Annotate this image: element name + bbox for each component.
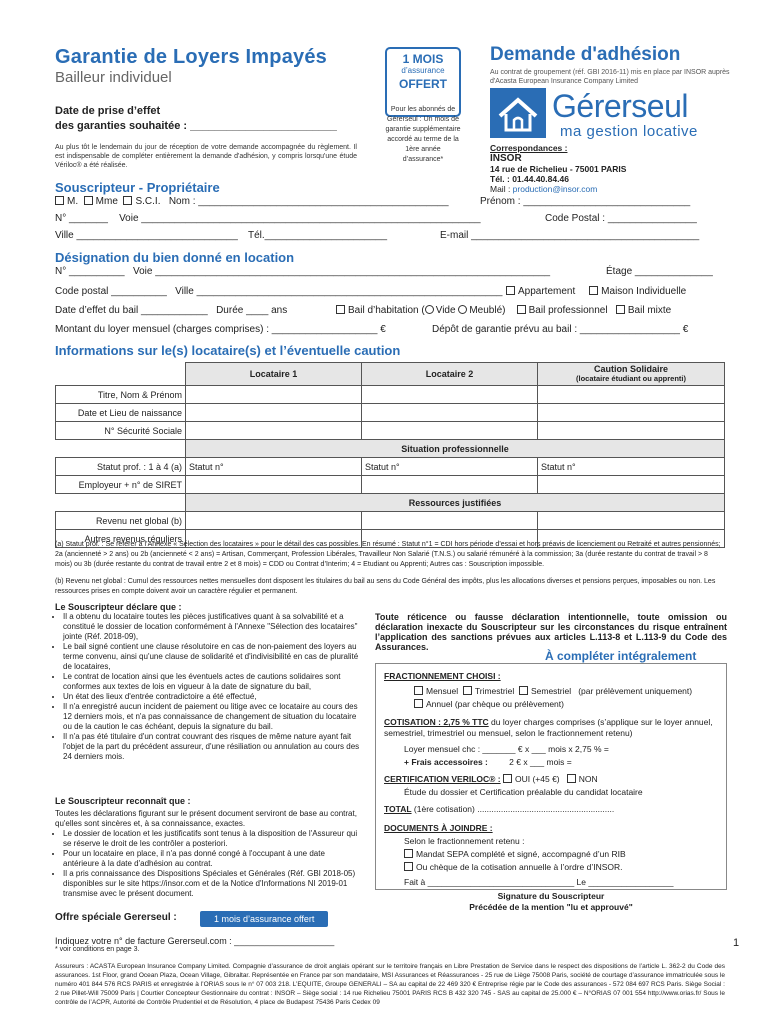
checkbox-trimestriel[interactable] bbox=[463, 686, 472, 695]
bien-row3 bbox=[55, 305, 287, 316]
reconnait-block: Le Souscripteur reconnaît que : Toutes les déclarations figurant sur le présent document serviront de base au contrat, qu'elles sont sincères et, à sa connaissance, exactes. • Le dossier de location et les justificatifs sont tenus à la disposition de l'Assureur qui se réserve le droit de les contrôler a posteriori. • Pour un locataire en place, il n'a pas donné congé à l'occupant à une date antérieure à la date d'adhésion au contrat. • Il a pris connaissance des Dispositions Spéciales et Générales (Réf. GBI 2018-05) disponibles sur le site https://insor.com et de la Notice d'Informations NI 2019-01 transmise avec le présent document. bbox=[55, 796, 360, 899]
completer-title: À compléter intégralement bbox=[545, 649, 697, 663]
souscripteur-row1: M. Mme S.C.I. Nom : _____________________________________________ bbox=[55, 196, 449, 207]
prenom-field[interactable]: Prénom : ______________________________ bbox=[480, 196, 691, 207]
souscripteur-row2 bbox=[55, 213, 481, 224]
depot-field[interactable]: Dépôt de garantie prévu au bail : __________________ € bbox=[432, 324, 689, 335]
table-row: Employeur + n° de SIRET bbox=[56, 476, 725, 494]
date-bail-field[interactable]: Date d’effet du bail ____________ bbox=[55, 305, 208, 316]
radio-meuble[interactable] bbox=[458, 305, 467, 314]
bien-ville-field[interactable]: Ville _______________________________________________________ bbox=[175, 286, 503, 297]
section-locataires: Informations sur le(s) locataire(s) et l’éventuelle caution bbox=[55, 343, 401, 358]
list-item: • Pour un locataire en place, il n'a pas donné congé à l'occupant à une date antérieure à la date d'adhésion au contrat. bbox=[63, 849, 360, 869]
checkbox-mensuel[interactable] bbox=[414, 686, 423, 695]
col-locataire1: Locataire 1 bbox=[186, 363, 362, 386]
header bbox=[55, 46, 327, 86]
table-row: Statut prof. : 1 à 4 (a) Statut n° Statut n° Statut n° bbox=[56, 458, 725, 476]
checkbox-bail-habitation[interactable] bbox=[336, 305, 345, 314]
duree-field[interactable]: Durée ____ ans bbox=[216, 305, 288, 316]
section-souscripteur: Souscripteur - Propriétaire bbox=[55, 180, 220, 195]
offer-badge: 1 MOIS d’assurance OFFERT bbox=[385, 47, 461, 117]
house-icon bbox=[490, 88, 546, 138]
mail-link[interactable]: production@insor.com bbox=[512, 184, 598, 194]
footnote-a: (a) Statut prof. : Se référer à l’Annexe « Sélection des locataires » pour le détail des cas possibles. En résumé : Statut n°1 = CDI hors période d’essai et hors préavis de licenciement ou Retraité et autres pensionnés; 2a (ancienneté > 2 ans) ou 2b (ancienneté < 2 ans) = Artisan, Commerçant, Profession Libérales, Travailleur Non Salarié (T.N.S.) ou salarié rémunéré à la commission; 3a (durée restante du contrat de travail > 8 mois) ou 3b (durée restante du contrat de travail entre 2 et 8 mois) = CDD ou Contrat d’Interim; 4 = Etudiant ou Apprenti; Autres cas : Souscription impossible. bbox=[55, 541, 721, 568]
badge-note: Pour les abonnés de Gérerseul : Un mois de garantie supplémentaire accordé au terme de la 1ère année d’assurance* bbox=[385, 106, 461, 163]
bien-row1 bbox=[55, 266, 550, 277]
bien-cp-field[interactable]: Code postal __________ bbox=[55, 286, 167, 297]
type-bail: Bail d’habitation ( Vide Meublé) Bail professionnel Bail mixte bbox=[336, 305, 671, 316]
checkbox-appartement[interactable] bbox=[506, 286, 515, 295]
list-item: • Il a pris connaissance des Dispositions Spéciales et Générales (Réf. GBI 2018-05) disponibles sur le site https://insor.com et de la Notice d'Informations NI 2019-01 transmise avec le présent document. bbox=[63, 869, 360, 899]
date-effet: Date de prise d’effet des garanties souhaitée : ________________________ bbox=[55, 105, 337, 132]
correspondance: Correspondances : INSOR 14 rue de Richelieu - 75001 PARIS Tél. : 01.44.40.84.46 Mail : production@insor.com bbox=[490, 143, 627, 194]
declare-list bbox=[55, 612, 360, 762]
page-title: Garantie de Loyers Impayés bbox=[55, 46, 327, 68]
bien-num-field[interactable]: N° __________ bbox=[55, 266, 125, 277]
gererseul-logo bbox=[490, 88, 546, 140]
fait-field[interactable]: Fait à _______________________________ Le __________________ bbox=[404, 877, 674, 887]
table-row: Autres revenus réguliers bbox=[56, 530, 725, 548]
voie-field[interactable]: Voie _____________________________________________________________ bbox=[119, 213, 481, 224]
logo-main: Gérerseul bbox=[552, 88, 688, 124]
type-logement: Appartement Maison Individuelle bbox=[506, 286, 686, 297]
footnote-b: (b) Revenu net global : Cumul des ressources nettes mensuelles dont disposent les titulaires du bail au sens du Code Général des impôts, plus les allocations diverses et pensions perçues, imposables ou non. Les ressources prises en compte doivent avoir un caractère régulier et permanent. bbox=[55, 578, 716, 595]
reconnait-list bbox=[55, 829, 360, 899]
list-item: • Il n'a enregistré aucun incident de paiement ou litige avec ce locataire au cours des 12 derniers mois, et n'a pas connaissance de changement de situation du locataire ou de la caution le cas échéant, depuis la signature du bail. bbox=[63, 702, 360, 732]
header-situation: Situation professionnelle bbox=[186, 440, 725, 458]
col-locataire2: Locataire 2 bbox=[362, 363, 538, 386]
list-item: • Le dossier de location et les justificatifs sont tenus à la disposition de l'Assureur qui se réserve le droit de les contrôler a posteriori. bbox=[63, 829, 360, 849]
checkbox-sepa[interactable] bbox=[404, 849, 413, 858]
facture-field[interactable]: Indiquez votre n° de facture Gererseul.com : ____________________ bbox=[55, 936, 335, 946]
completer-box: FRACTIONNEMENT CHOISI : Mensuel Trimestriel Semestriel (par prélèvement uniquement) Annuel (par chèque ou prélèvement) COTISATION : 2,75 % TTC du loyer charges comprises (s’applique sur le loyer annuel, semestriel, trimestriel ou mensuel, selon le fractionnement retenu) Loyer mensuel chc : _______ € x ___ mois x 2,75 % = + Frais accessoires : 2 € x ___ mois = CERTIFICATION VERILOC® : OUI (+45 €) NON Étude du dossier et Certification préalable du candidat locataire TOTAL (1ère cotisation) .......................................................... DOCUMENTS À JOINDRE : Selon le fractionnement retenu : Mandat SEPA complété et signé, accompagné d’un RIB Ou chèque de la cotisation annuelle à l’ordre d’INSOR. Fait à _______________________________ Le __________________ Signature du Souscripteur Précédée de la mention "lu et approuvé" bbox=[375, 663, 727, 890]
table-row: N° Sécurité Sociale bbox=[56, 422, 725, 440]
nom-field[interactable]: Nom : _____________________________________________ bbox=[168, 196, 449, 207]
declare-block: Le Souscripteur déclare que : • Il a obtenu du locataire toutes les pièces justificatives quant à sa solvabilité et a constitué le dossier de location conformément à l'Annexe "Sélection des locataires" jointe (Réf. 2018-09), • Le bail signé contient une clause résolutoire en cas de non-paiement des loyers au terme convenu, ainsi qu'une clause de solidarité et d'indivisibilité en cas de pluralité de locataires, • Le contrat de location ainsi que les éventuels actes de cautions solidaires sont conformes aux textes de lois en vigueur à la date de signature du bail, • Un état des lieux d'entrée contradictoire a été effectué, • Il n'a enregistré aucun incident de paiement ou litige avec ce locataire au cours des 12 derniers mois, et n'a pas connaissance de changement de situation du locataire ou de la caution le cas échéant, depuis la signature du bail. • Il n'a pas été titulaire d'un contrat couvrant des risques de même nature ayant fait l'objet de la part du précédent assureur, d'une résiliation ou annulation au cours des 24 derniers mois. bbox=[55, 602, 360, 762]
table-row: Date et Lieu de naissance bbox=[56, 404, 725, 422]
offre-button[interactable]: 1 mois d’assurance offert bbox=[200, 911, 328, 927]
cp-field[interactable]: Code Postal : ________________ bbox=[545, 213, 697, 224]
checkbox-oui[interactable] bbox=[503, 774, 512, 783]
checkbox-m[interactable] bbox=[55, 196, 64, 205]
list-item: • Il n'a pas été titulaire d'un contrat couvrant des risques de même nature ayant fait l'objet de la part du précédent assureur, d'une résiliation ou annulation au cours des 24 derniers mois. bbox=[63, 732, 360, 762]
list-item: • Un état des lieux d'entrée contradictoire a été effectué, bbox=[63, 692, 360, 702]
checkbox-cheque[interactable] bbox=[404, 862, 413, 871]
voir-conditions: * voir conditions en page 3. bbox=[55, 946, 140, 953]
offre-label: Offre spéciale Gererseul : bbox=[55, 912, 177, 923]
checkbox-bail-pro[interactable] bbox=[517, 305, 526, 314]
col-caution: Caution Solidaire (locataire étudiant ou apprenti) bbox=[538, 363, 725, 386]
table-row: Revenu net global (b) bbox=[56, 512, 725, 530]
email-field[interactable]: E-mail _________________________________________ bbox=[440, 230, 700, 241]
list-item: • Le bail signé contient une clause résolutoire en cas de non-paiement des loyers au terme convenu, ainsi qu'une clause de solidarité et d'indivisibilité en cas de pluralité de locataires, bbox=[63, 642, 360, 672]
header-ressources: Ressources justifiées bbox=[186, 494, 725, 512]
num-field[interactable]: N° _______ bbox=[55, 213, 108, 224]
etage-field[interactable]: Étage ______________ bbox=[606, 266, 713, 277]
radio-vide[interactable] bbox=[425, 305, 434, 314]
checkbox-non[interactable] bbox=[567, 774, 576, 783]
adhesion-title: Demande d'adhésion bbox=[490, 44, 681, 65]
list-item: • Il a obtenu du locataire toutes les pièces justificatives quant à sa solvabilité et a constitué le dossier de location conformément à l'Annexe "Sélection des locataires" jointe (Réf. 2018-09), bbox=[63, 612, 360, 642]
checkbox-mme[interactable] bbox=[84, 196, 93, 205]
bien-row2 bbox=[55, 286, 503, 297]
loyer-calc[interactable]: Loyer mensuel chc : _______ € x ___ mois x 2,75 % = bbox=[404, 744, 609, 754]
ville-field[interactable]: Ville _____________________________ bbox=[55, 230, 238, 241]
checkbox-sci[interactable] bbox=[123, 196, 132, 205]
checkbox-bail-mixte[interactable] bbox=[616, 305, 625, 314]
bien-voie-field[interactable]: Voie _______________________________________________________________________ bbox=[132, 266, 551, 277]
page-number: 1 bbox=[733, 937, 740, 949]
adhesion-block: Demande d'adhésion Au contrat de groupement (réf. GBI 2016-11) mis en place par INSOR auprès d'Acasta European Insurance Company Limited bbox=[490, 44, 730, 85]
page-subtitle: Bailleur individuel bbox=[55, 69, 172, 86]
tel-field[interactable]: Tél.______________________ bbox=[248, 230, 388, 241]
loyer-field[interactable]: Montant du loyer mensuel (charges comprises) : ___________________ € bbox=[55, 324, 386, 335]
checkbox-semestriel[interactable] bbox=[519, 686, 528, 695]
table-row: Titre, Nom & Prénom bbox=[56, 386, 725, 404]
date-note: Au plus tôt le lendemain du jour de réception de votre demande accompagnée du règlement. Il est indispensable de compléter entièrement la demande d'adhésion, y compris lorsqu'une étude Vériloc® a été réalisée. bbox=[55, 144, 357, 169]
section-bien: Désignation du bien donné en location bbox=[55, 250, 295, 265]
warning-text: Toute réticence ou fausse déclaration intentionnelle, toute omission ou déclaration inexacte du Souscripteur sur les circonstances du risque entraînent l’application des sanctions prévues aux articles L.113-8 et L.113-9 du Code des Assurances. bbox=[375, 612, 727, 652]
logo-sub: ma gestion locative bbox=[560, 123, 698, 140]
checkbox-annuel[interactable] bbox=[414, 699, 423, 708]
footer-legal: Assureurs : ACASTA European Insurance Company Limited. Compagnie d’assurance de droit anglais opérant sur le territoire français en Libre Prestation de Service dans le respect des dispositions de l’article L. 362-2 du Code des assurances. 1st Floor, grand Ocean Plaza, Ocean Village, Gibraltar. Représentée en France par son mandataire, MSI Assurances et Réassurances - 25 rue de Liège 75008 Paris, société de courtage d’assurance immatriculée sous le numéro 401 844 576 RCS PARIS et enregistrée à l’ORIAS sous le n° 07 003 218. L’EQUITE, Groupe GENERALI – SA au capital de 22 469 320 € Entreprise régie par le Code des assurances - 572 084 697 RCS Paris. Siège Social : 2 rue Pillet-Will 75009 Paris | Courtier Concepteur Gestionnaire du contrat : INSOR – Siège social : 14 rue Richelieu 75001 PARIS RCS B 432 320 745 - SAS au capital de 25.000 € – N°ORIAS 07 001 554 http://www.orias.fr/ Sous le contrôle de l’ACPR, Autorité de Contrôle Prudentiel et de Résolution, 4 place de Budapest 75436 Paris Cedex 09 bbox=[55, 963, 725, 1006]
date-effet-field[interactable]: des garanties souhaitée : ________________________ bbox=[55, 120, 337, 132]
checkbox-maison[interactable] bbox=[589, 286, 598, 295]
locataires-table bbox=[55, 362, 725, 548]
list-item: • Le contrat de location ainsi que les éventuels actes de cautions solidaires sont conformes aux textes de lois en vigueur à la date de signature du bail, bbox=[63, 672, 360, 692]
